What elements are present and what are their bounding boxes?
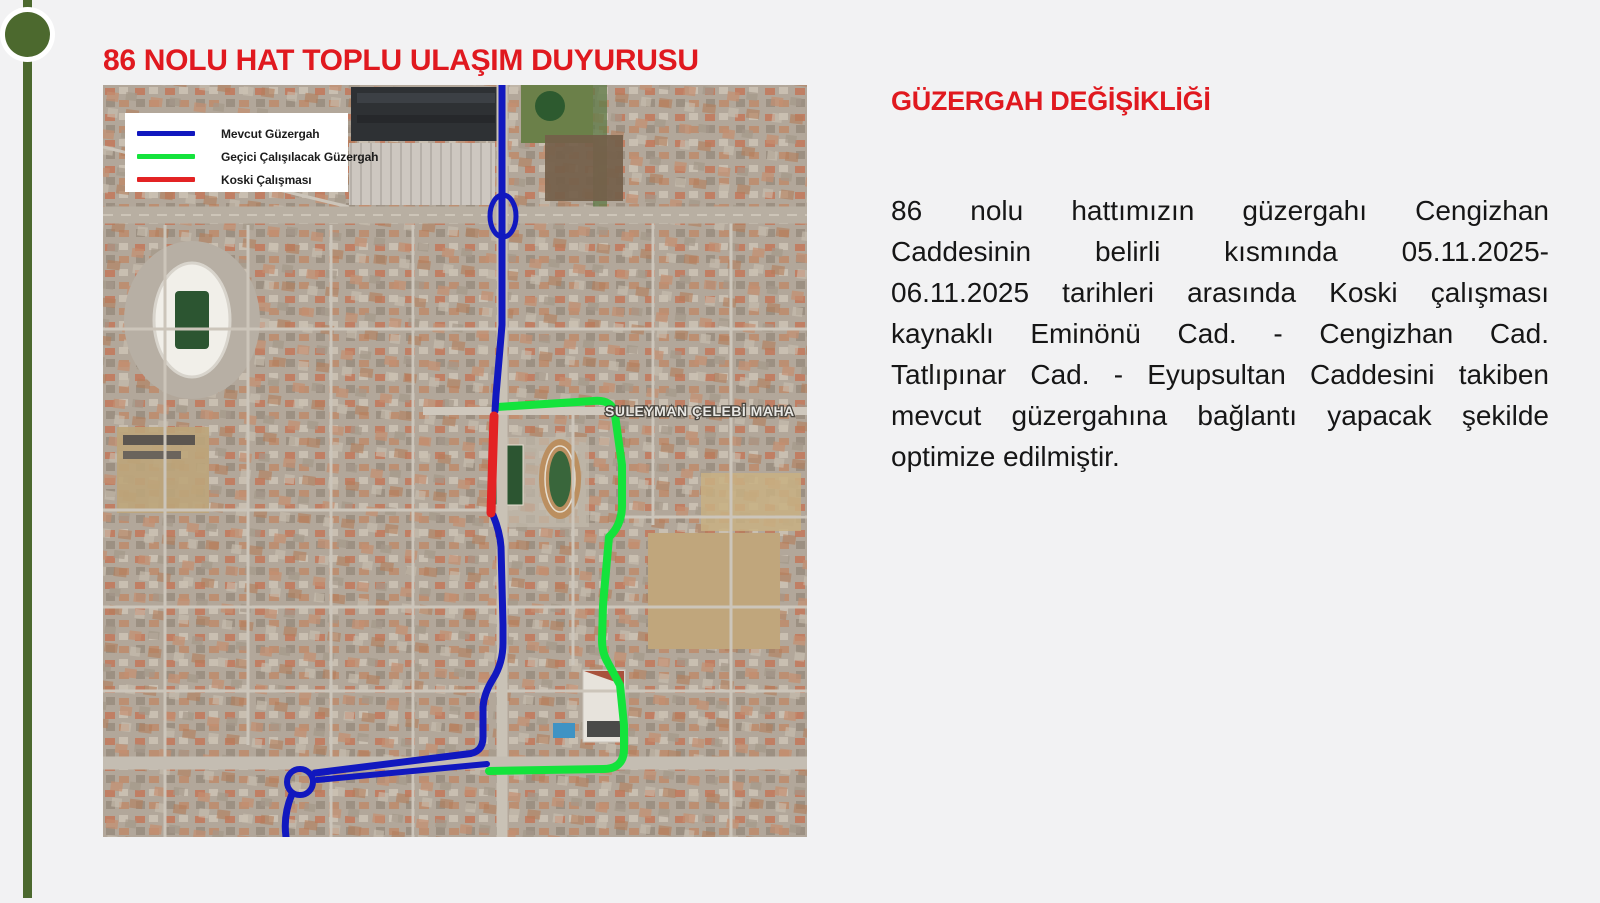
legend-item-temporary [129,145,379,168]
legend-swatch-current-route-icon [137,131,195,136]
legend-item-works [129,168,348,191]
district-label: SULEYMAN ÇELEBİ MAHA [605,403,795,419]
paragraph-line: 06.11.2025 tarihleri arasında Koski çalışması [891,277,1549,308]
paragraph-line: 86 nolu hattımızın güzergahı Cengizhan [891,195,1549,226]
paragraph-line: mevcut güzergahına bağlantı yapacak şekilde [891,400,1549,431]
paragraph-line: kaynaklı Eminönü Cad. - Cengizhan Cad. [891,318,1549,349]
paragraph-line: optimize edilmiştir. [891,441,1120,472]
legend-label: Mevcut Güzergah [221,126,320,141]
works-segment-line [491,416,494,513]
legend-label: Koski Çalışması [221,172,312,187]
page-title: 86 NOLU HAT TOPLU ULAŞIM DUYURUSU [103,44,699,78]
legend-label: Geçici Çalışılacak Güzergah [221,149,379,164]
paragraph-line: Caddesinin belirli kısmında 05.11.2025- [891,236,1549,267]
map-legend [125,113,379,192]
legend-swatch-temporary-route-icon [137,154,195,159]
announcement-paragraph [891,190,1549,477]
legend-swatch-works-icon [137,177,195,182]
satellite-map-graphic [103,85,807,837]
legend-item-current [129,122,348,145]
paragraph-line: Tatlıpınar Cad. - Eyupsultan Caddesini takiben [891,359,1549,390]
section-heading: GÜZERGAH DEĞİŞİKLİĞİ [891,86,1211,116]
accent-bar [23,0,32,898]
route-map-image [103,85,807,837]
accent-circle [5,12,50,57]
